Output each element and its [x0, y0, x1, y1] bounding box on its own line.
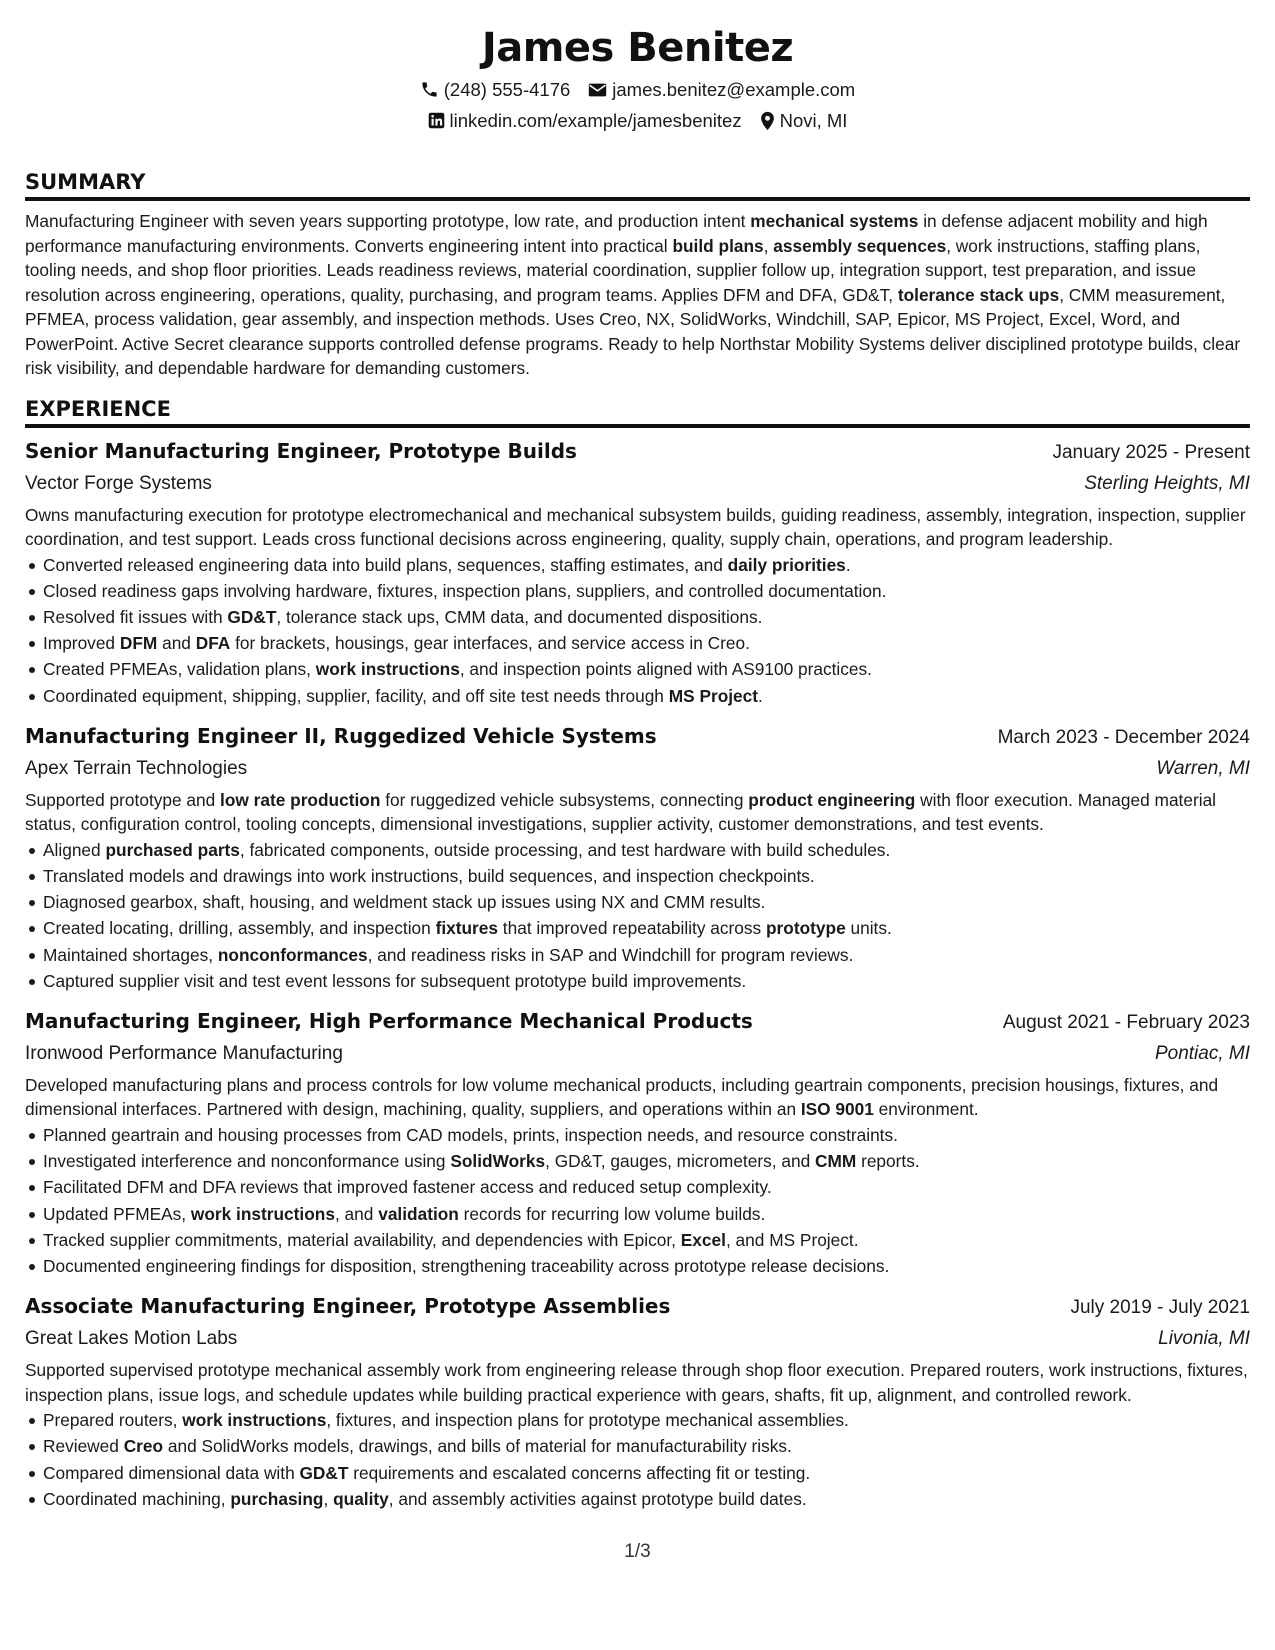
candidate-name: James Benitez — [481, 25, 794, 71]
job-title-row — [25, 436, 1250, 468]
summary-text — [25, 209, 1250, 381]
job-bullet — [25, 863, 1250, 889]
job-bullet — [25, 552, 1250, 578]
text-run: . — [758, 685, 763, 706]
job-dates: July 2019 - July 2021 — [1070, 1297, 1250, 1319]
resume-page — [25, 0, 1250, 1512]
text-run: Updated PFMEAs, — [43, 1203, 191, 1224]
job-title: Manufacturing Engineer, High Performance Mechanical Products — [25, 1008, 753, 1033]
text-run: , and — [334, 1203, 379, 1224]
job-description — [25, 503, 1250, 552]
bold-text: work instructions — [182, 1410, 327, 1431]
text-run: Supported supervised prototype mechanical assembly work from engineering release through shop floor execution. Prepared routers, work instructions, fixtures, inspection plans, issue logs, and schedule updates while building practical experience with gears, shafts, fit up, alignment, and controlled rework. — [25, 1360, 1248, 1405]
job-bullet — [25, 604, 1250, 630]
job-dates: March 2023 - December 2024 — [997, 726, 1250, 748]
text-run: , fabricated components, outside processing, and test hardware with build schedules. — [239, 839, 891, 860]
bold-text: purchasing — [230, 1488, 324, 1509]
bold-text: fixtures — [435, 918, 498, 939]
text-run: , and MS Project. — [725, 1229, 859, 1250]
text-run: , fixtures, and inspection plans for prototype mechanical assemblies. — [326, 1410, 849, 1431]
job-dates: January 2025 - Present — [1052, 441, 1250, 463]
text-run: Manufacturing Engineer with seven years supporting prototype, low rate, and production intent — [25, 211, 751, 231]
text-run: for brackets, housings, gear interfaces, and service access in Creo. — [230, 633, 750, 654]
job-bullet — [25, 1460, 1250, 1486]
text-run: Prepared routers, — [43, 1410, 183, 1431]
job-bullet — [25, 837, 1250, 863]
bold-text: ISO 9001 — [800, 1099, 874, 1120]
job-bullet — [25, 968, 1250, 994]
text-run: records for recurring low volume builds. — [458, 1203, 766, 1224]
bold-text: validation — [378, 1203, 459, 1224]
bold-text: tolerance stack ups — [897, 284, 1060, 305]
text-run: Developed manufacturing plans and process controls for low volume mechanical products, including geartrain components, precision housings, fixtures, and dimensional interfaces. Partnered with design, machining, quality, suppliers, and operations within an — [25, 1074, 1219, 1120]
summary-heading: SUMMARY — [25, 169, 1250, 201]
job-title: Associate Manufacturing Engineer, Prototype Assemblies — [25, 1294, 671, 1319]
text-run: Tracked supplier commitments, material availability, and dependencies with Epicor, — [43, 1229, 681, 1250]
text-run: Documented engineering findings for disposition, strengthening traceability across prototype release decisions. — [43, 1255, 890, 1276]
bold-text: low rate production — [220, 789, 381, 810]
text-run: Improved — [43, 633, 120, 654]
bold-text: Creo — [123, 1436, 164, 1457]
job-company-row — [25, 468, 1250, 500]
bold-text: build plans — [672, 235, 764, 256]
text-run: Converted released engineering data into build plans, sequences, staffing estimates, and — [43, 554, 728, 575]
bold-text: quality — [333, 1488, 389, 1509]
job-company: Ironwood Performance Manufacturing — [25, 1042, 343, 1064]
bold-text: purchased parts — [105, 839, 240, 860]
text-run: , and assembly activities against prototype build dates. — [388, 1488, 807, 1509]
bold-text: MS Project — [668, 685, 759, 706]
job-company-row — [25, 1038, 1250, 1070]
job-bullet — [25, 1253, 1250, 1279]
job-bullet — [25, 630, 1250, 656]
job-bullet — [25, 1122, 1250, 1148]
email-contact[interactable] — [588, 74, 855, 105]
phone-icon — [420, 80, 439, 99]
job-entry — [25, 436, 1250, 709]
job-bullet — [25, 1486, 1250, 1512]
job-bullet — [25, 578, 1250, 604]
envelope-icon — [588, 82, 607, 98]
job-location: Sterling Heights, MI — [1084, 472, 1250, 494]
text-run: Investigated interference and nonconformance using — [43, 1151, 451, 1172]
text-run: . — [845, 554, 851, 575]
job-title-row — [25, 1291, 1250, 1323]
job-bullet-list — [25, 1122, 1250, 1279]
job-bullet-list — [25, 837, 1250, 994]
experience-list — [25, 436, 1250, 1512]
bold-text: CMM — [814, 1151, 857, 1172]
text-run: , — [763, 235, 774, 256]
bold-text: prototype — [766, 918, 846, 939]
text-run: Translated models and drawings into work instructions, build sequences, and inspection checkpoints. — [43, 865, 815, 886]
text-run: and — [157, 633, 196, 654]
job-bullet-list — [25, 1407, 1250, 1512]
job-entry — [25, 1006, 1250, 1279]
job-description — [25, 1073, 1250, 1122]
job-company: Vector Forge Systems — [25, 472, 212, 494]
job-title-row — [25, 1006, 1250, 1038]
job-bullet — [25, 889, 1250, 915]
text-run: Owns manufacturing execution for prototype electromechanical and mechanical subsystem builds, guiding readiness, assembly, integration, inspection, supplier coordination, and test support. Leads cross functional decisions across engineering, quality, supply chain, operations, and program leadership. — [25, 504, 1246, 549]
job-title: Manufacturing Engineer II, Ruggedized Vehicle Systems — [25, 723, 657, 748]
job-bullet — [25, 942, 1250, 968]
bold-text: DFA — [195, 633, 231, 654]
text-run: Reviewed — [43, 1436, 124, 1457]
job-bullet — [25, 1407, 1250, 1433]
text-run: , work instructions, staffing plans, tooling needs, and shop floor priorities. Leads readiness reviews, material coordination, supplier follow up, integration support, test preparation, and issue resolution across engineering, operations, quality, purchasing, and program teams. Applies DFM and DFA, GD&T, — [25, 235, 1201, 305]
text-run: Closed readiness gaps involving hardware, fixtures, inspection plans, suppliers, and controlled documentation. — [43, 580, 887, 601]
text-run: Diagnosed gearbox, shaft, housing, and weldment stack up issues using NX and CMM results. — [43, 892, 766, 913]
text-run: that improved repeatability across — [498, 918, 766, 939]
location-text: Novi, MI — [779, 110, 848, 131]
job-bullet — [25, 1433, 1250, 1459]
bold-text: GD&T — [299, 1462, 349, 1483]
map-pin-icon — [760, 111, 775, 131]
text-run: environment. — [873, 1099, 979, 1120]
text-run: units. — [845, 918, 892, 939]
job-location: Livonia, MI — [1158, 1328, 1250, 1350]
text-run: , and readiness risks in SAP and Windchill for program reviews. — [367, 944, 854, 965]
email-address[interactable]: james.benitez@example.com — [612, 79, 856, 100]
phone-number: (248) 555-4176 — [443, 79, 571, 100]
text-run: Planned geartrain and housing processes from CAD models, prints, inspection needs, and resource constraints. — [43, 1124, 898, 1145]
job-bullet — [25, 656, 1250, 682]
bold-text: work instructions — [315, 659, 460, 680]
bold-text: daily priorities — [727, 554, 846, 575]
location-contact — [760, 105, 848, 136]
bold-text: Excel — [680, 1229, 726, 1250]
bold-text: mechanical systems — [750, 211, 919, 231]
text-run: , — [323, 1488, 334, 1509]
linkedin-url[interactable]: linkedin.com/example/jamesbenitez — [449, 110, 742, 131]
text-run: with floor execution. Managed material status, configuration control, tooling concepts, dimensional investigations, supplier activity, customer demonstrations, and test events. — [25, 789, 1217, 835]
job-entry — [25, 1291, 1250, 1512]
job-bullet-list — [25, 552, 1250, 709]
text-run: Aligned — [43, 839, 106, 860]
job-title: Senior Manufacturing Engineer, Prototype Builds — [25, 438, 577, 463]
job-location: Pontiac, MI — [1154, 1042, 1250, 1064]
job-entry — [25, 721, 1250, 994]
contact-row-primary — [25, 74, 1250, 105]
text-run: Created PFMEAs, validation plans, — [43, 659, 316, 680]
bold-text: SolidWorks — [450, 1151, 546, 1172]
contact-row-secondary — [25, 105, 1250, 136]
job-bullet — [25, 683, 1250, 709]
text-run: reports. — [856, 1151, 920, 1172]
job-bullet — [25, 1227, 1250, 1253]
job-bullet — [25, 915, 1250, 941]
text-run: , CMM measurement, PFMEA, process validation, gear assembly, and inspection methods. Uses Creo, NX, SolidWorks, Windchill, SAP, Epicor, MS Project, Excel, Word, and PowerPoint. Active Secret clearance supports controlled defense programs. Ready to help Northstar Mobility Systems deliver disciplined prototype builds, clear risk visibility, and dependable hardware for demanding customers. — [25, 284, 1241, 378]
job-title-row — [25, 721, 1250, 753]
job-dates: August 2021 - February 2023 — [1002, 1011, 1250, 1033]
text-run: requirements and escalated concerns affecting fit or testing. — [348, 1462, 811, 1483]
bold-text: work instructions — [190, 1203, 335, 1224]
text-run: Supported prototype and — [25, 789, 221, 810]
experience-heading: EXPERIENCE — [25, 396, 1250, 428]
job-company: Apex Terrain Technologies — [25, 757, 248, 779]
job-company-row — [25, 753, 1250, 785]
text-run: for ruggedized vehicle subsystems, connecting — [380, 789, 749, 810]
text-run: Coordinated equipment, shipping, supplier, facility, and off site test needs through — [43, 685, 669, 706]
text-run: Coordinated machining, — [43, 1488, 231, 1509]
text-run: Compared dimensional data with — [43, 1462, 300, 1483]
job-bullet — [25, 1148, 1250, 1174]
text-run: Resolved fit issues with — [43, 606, 228, 627]
text-run: , tolerance stack ups, CMM data, and documented dispositions. — [276, 606, 763, 627]
text-run: , GD&T, gauges, micrometers, and — [545, 1151, 815, 1172]
text-run: in defense adjacent mobility and high performance manufacturing environments. Converts engineering intent into practical — [25, 211, 1208, 256]
bold-text: assembly sequences — [773, 235, 947, 256]
text-run: Facilitated DFM and DFA reviews that improved fastener access and reduced setup complexity. — [43, 1177, 772, 1198]
job-bullet — [25, 1201, 1250, 1227]
job-company: Great Lakes Motion Labs — [25, 1328, 238, 1350]
phone-contact — [420, 74, 571, 105]
job-description — [25, 1358, 1250, 1407]
job-location: Warren, MI — [1156, 757, 1250, 779]
bold-text: GD&T — [227, 606, 277, 627]
text-run: Captured supplier visit and test event lessons for subsequent prototype build improvements. — [43, 970, 747, 991]
page-number: 1/3 — [624, 1541, 651, 1562]
bold-text: nonconformances — [217, 944, 368, 965]
text-run: and SolidWorks models, drawings, and bills of material for manufacturability risks. — [163, 1436, 792, 1457]
bold-text: product engineering — [748, 789, 916, 810]
job-company-row — [25, 1323, 1250, 1355]
job-description — [25, 788, 1250, 837]
text-run: Created locating, drilling, assembly, and inspection — [43, 918, 436, 939]
job-bullet — [25, 1174, 1250, 1200]
linkedin-contact[interactable] — [428, 105, 742, 136]
linkedin-icon — [428, 112, 445, 129]
text-run: , and inspection points aligned with AS9100 practices. — [459, 659, 872, 680]
bold-text: DFM — [119, 633, 158, 654]
text-run: Maintained shortages, — [43, 944, 218, 965]
